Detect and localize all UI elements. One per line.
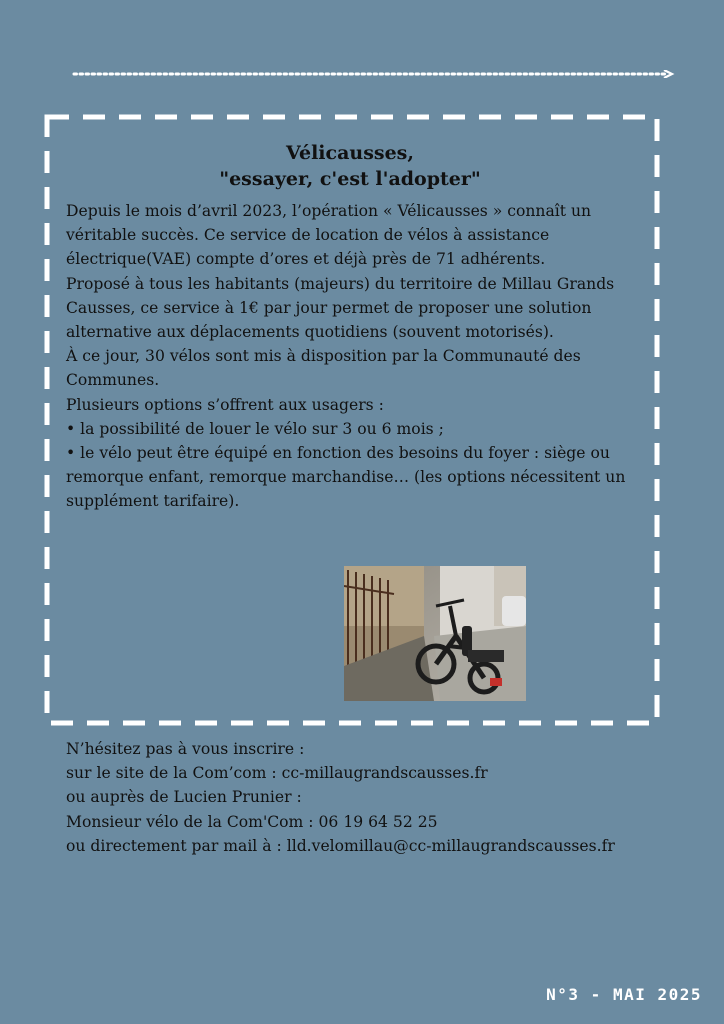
dotted-arrow-decoration xyxy=(72,70,676,78)
body-paragraph: • le vélo peut être équipé en fonction des besoins du foyer : siège ou remorque enfant, remorque marchandise… (les options nécessitent un supplément tarifaire). xyxy=(66,444,626,511)
contact-line: ou directement par mail à : lld.velomillau@cc-millaugrandscausses.fr xyxy=(66,836,615,855)
contact-line: Monsieur vélo de la Com'Com : 06 19 64 52 25 xyxy=(66,812,438,831)
body-paragraph: • la possibilité de louer le vélo sur 3 ou 6 mois ; xyxy=(66,419,444,438)
contact-line: N’hésitez pas à vous inscrire : xyxy=(66,740,305,758)
title-line-2: "essayer, c'est l'adopter" xyxy=(219,168,481,190)
contact-line: ou auprès de Lucien Prunier : xyxy=(66,788,302,807)
title-line-1: Vélicausses, xyxy=(285,142,414,164)
body-paragraph: À ce jour, 30 vélos sont mis à disposition par la Communauté des Communes. xyxy=(66,347,581,390)
article-body xyxy=(66,199,650,514)
bicycle-photo xyxy=(344,566,526,701)
body-paragraph: Proposé à tous les habitants (majeurs) du territoire de Millau Grands Causses, ce service à 1€ par jour permet de proposer une solution alternative aux déplacements quotidiens (souvent motorisés). xyxy=(66,274,615,342)
contact-line: sur le site de la Com’com : cc-millaugrandscausses.fr xyxy=(66,764,488,783)
contact-info xyxy=(66,737,686,858)
body-paragraph: Plusieurs options s’offrent aux usagers : xyxy=(66,395,384,414)
issue-label: N°3 - MAI 2025 xyxy=(546,985,702,1004)
article-title xyxy=(70,140,630,192)
body-paragraph: Depuis le mois d’avril 2023, l’opération « Vélicausses » connaît un véritable succès. Ce service de location de vélos à assistance électrique(VAE) compte d’ores et déjà près de 71 adhérents. xyxy=(66,202,592,269)
